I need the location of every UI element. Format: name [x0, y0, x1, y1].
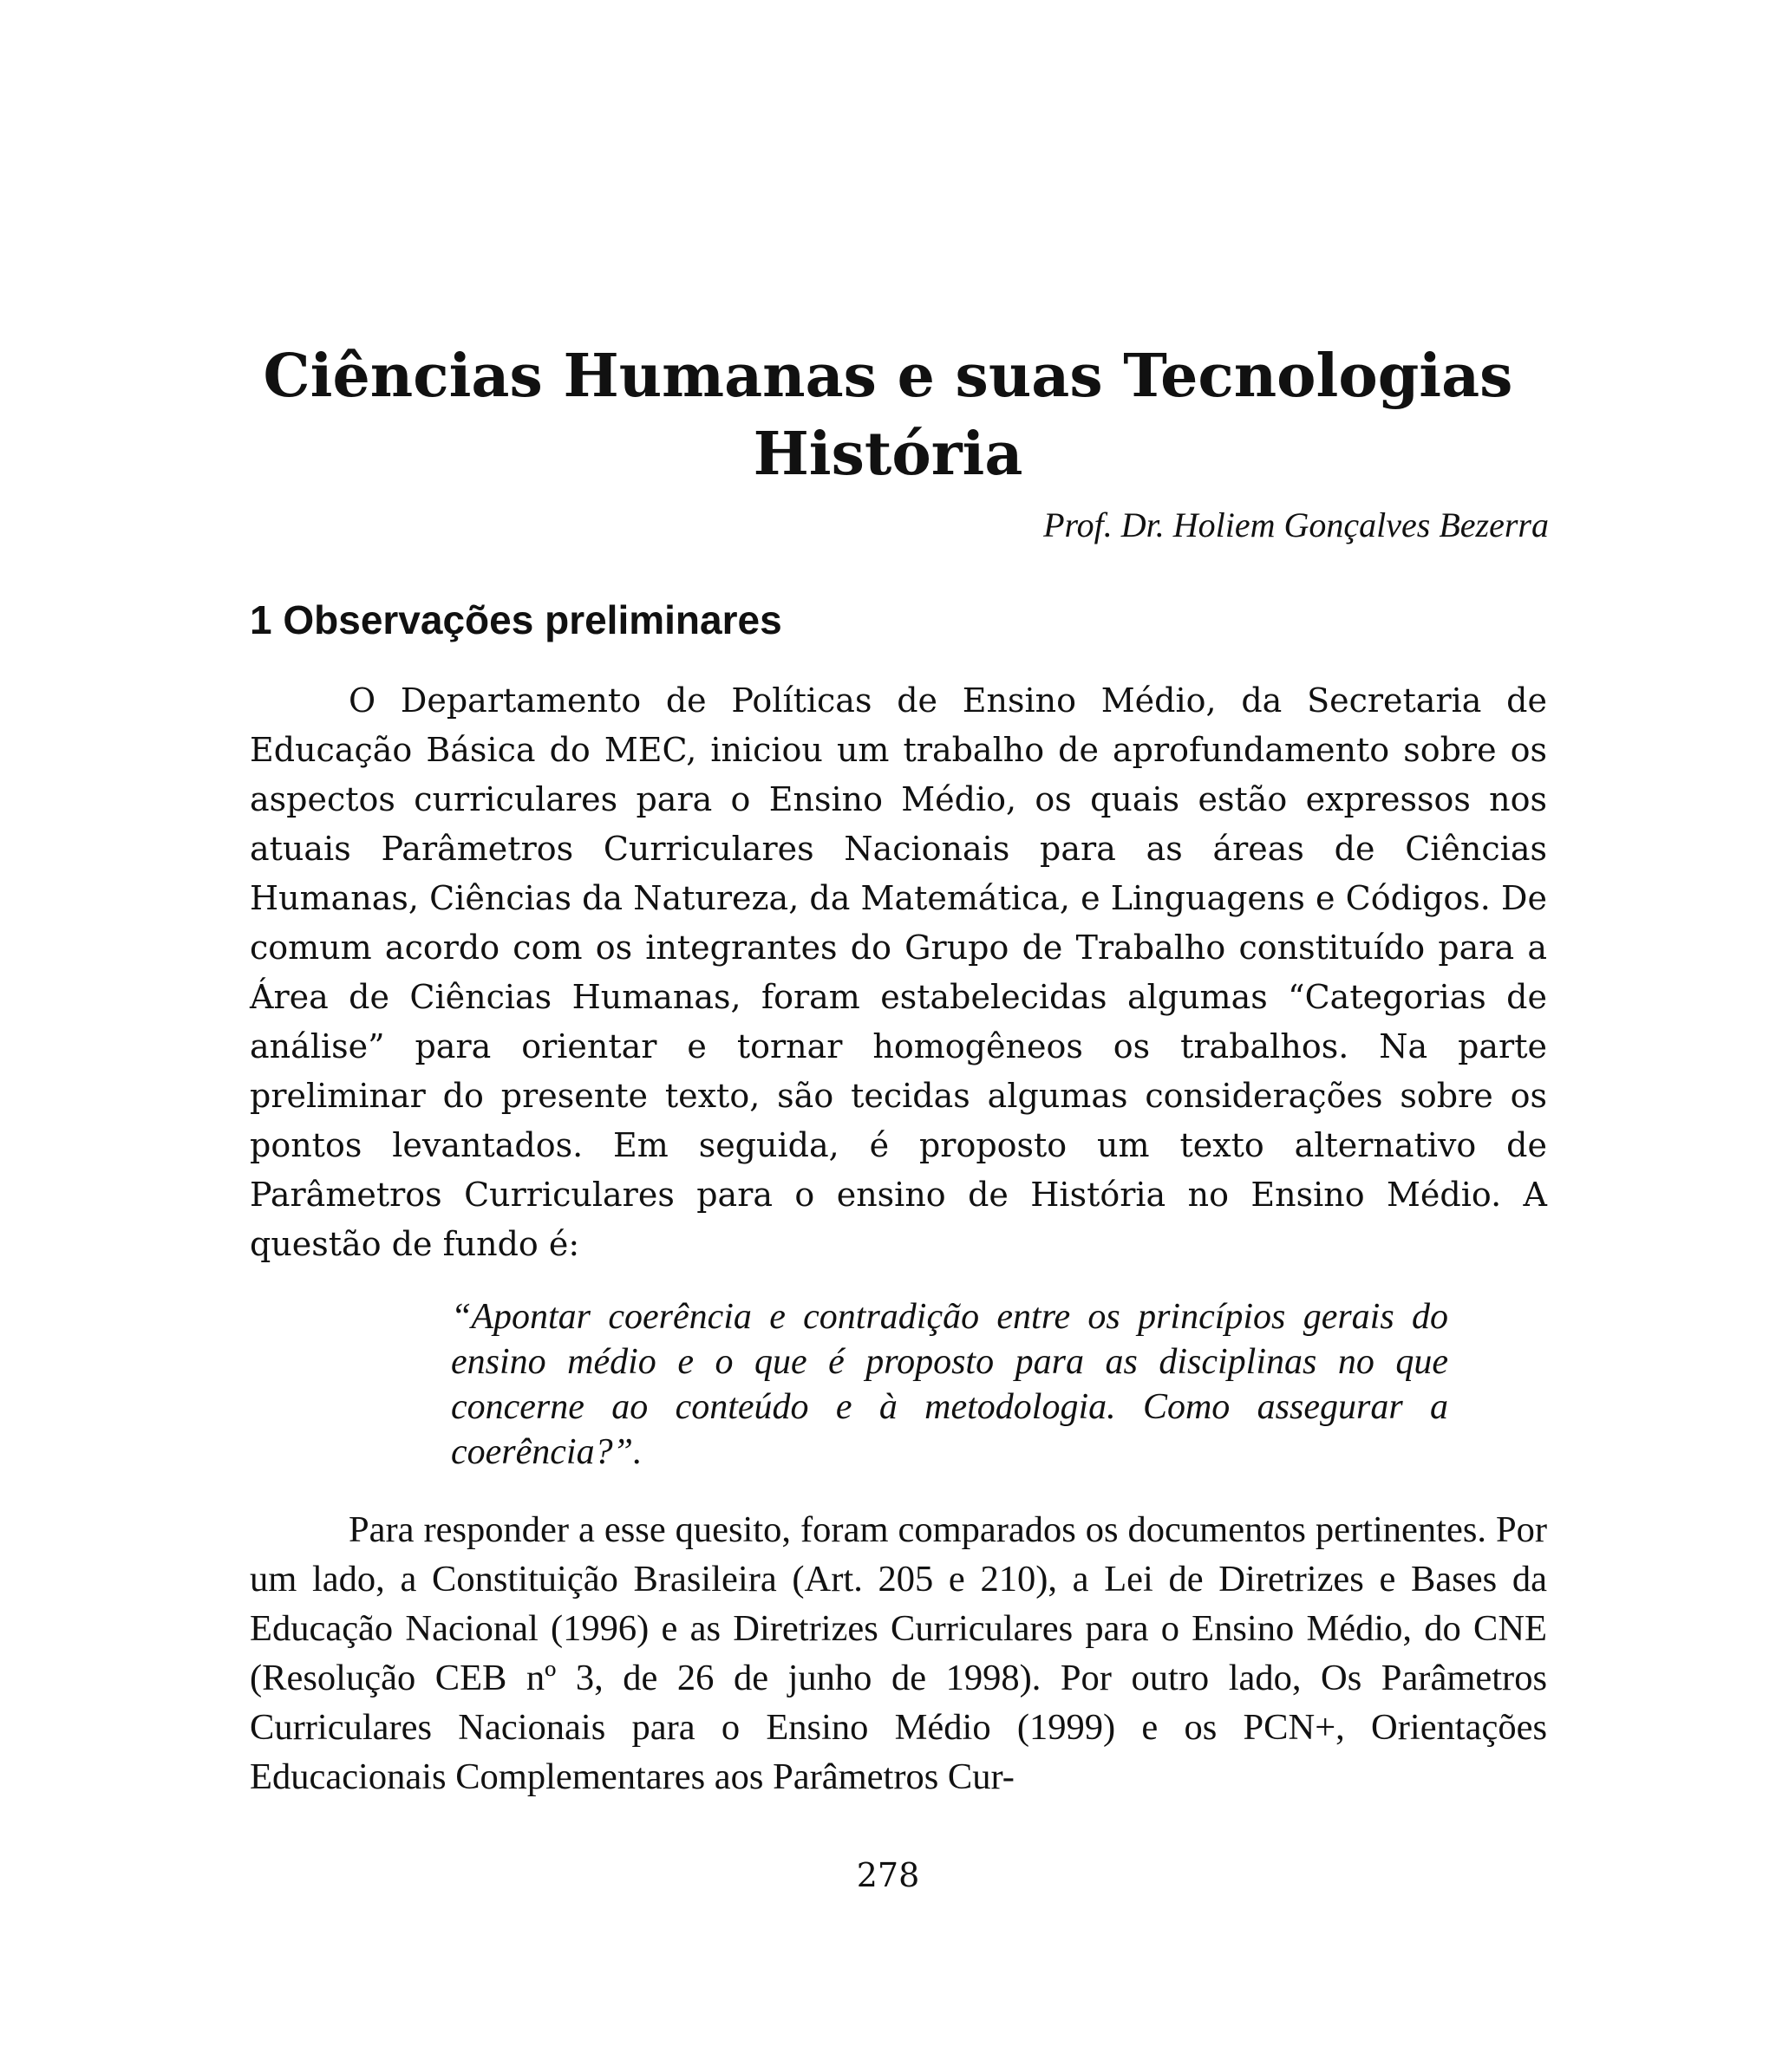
- block-quote: “Apontar coerência e contradição entre os princípios gerais do ensino médio e o que é proposto para as disciplinas no que concerne ao conteúdo e à metodologia. Como assegurar a coerência?”.: [451, 1297, 1448, 1472]
- page-number: 278: [856, 1856, 920, 1894]
- document-title: Ciências Humanas e suas Tecnologias: [263, 342, 1513, 411]
- section-heading: 1 Observações preliminares: [250, 597, 782, 642]
- body-paragraph-1: O Departamento de Políticas de Ensino Médio, da Secretaria de Educação Básica do MEC, iniciou um trabalho de aprofundamento sobre os aspectos curriculares para o Ensino Médio, os quais estão expressos nos atuais Parâmetros Curriculares Nacionais para as áreas de Ciências Humanas, Ciências da Natureza, da Matemática, e Linguagens e Códigos. De comum acordo com os integrantes do Grupo de Trabalho constituído para a Área de Ciências Humanas, foram estabelecidas algumas “Categorias de análise” para orientar e tornar homogêneos os trabalhos. Na parte preliminar do presente texto, são tecidas algumas considerações sobre os pontos levantados. Em seguida, é proposto um texto alternativo de Parâmetros Curriculares para o ensino de História no Ensino Médio. A questão de fundo é:: [250, 681, 1547, 1263]
- document-subtitle: História: [753, 420, 1023, 489]
- author-byline: Prof. Dr. Holiem Gonçalves Bezerra: [1043, 505, 1549, 544]
- body-paragraph-2: Para responder a esse quesito, foram comparados os documentos pertinentes. Por um lado, a Constituição Brasileira (Art. 205 e 210), a Lei de Diretrizes e Bases da Educação Nacional (1996) e as Diretrizes Curriculares para o Ensino Médio, do CNE (Resolução CEB nº 3, de 26 de junho de 1998). Por outro lado, Os Parâmetros Curriculares Nacionais para o Ensino Médio (1999) e os PCN+, Orientações Educacionais Complementares aos Parâmetros Cur-: [250, 1509, 1547, 1797]
